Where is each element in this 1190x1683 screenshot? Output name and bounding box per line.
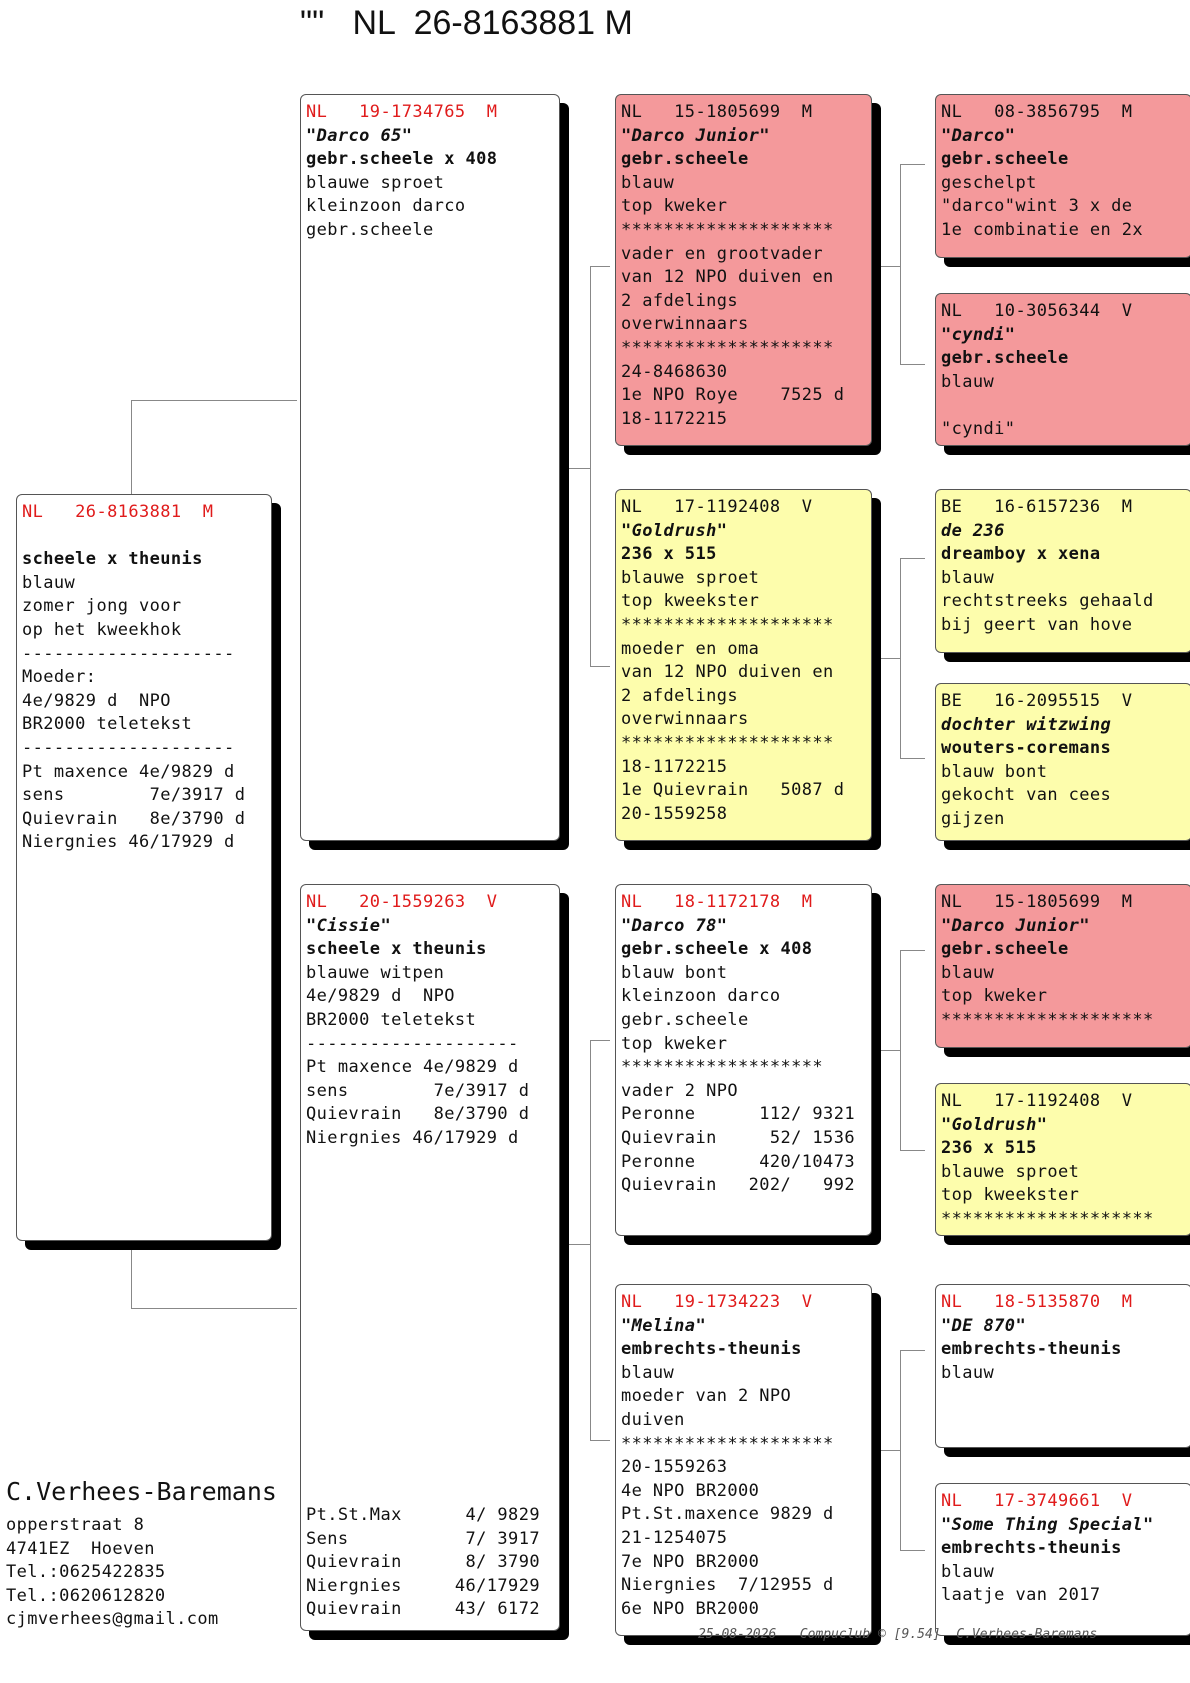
card-line: blauwe sproet: [941, 1161, 1080, 1182]
card-line: overwinnaars: [621, 709, 749, 730]
pigeon-card-mother-mother[interactable]: [615, 1284, 872, 1636]
card-line: Quievrain 202/ 992: [621, 1175, 855, 1196]
card-line: wouters-coremans: [941, 738, 1112, 759]
card-line: gebr.scheele: [941, 149, 1069, 170]
card-line: blauw: [22, 572, 76, 593]
card-line: 4e/9829 d NPO: [306, 986, 455, 1007]
card-line: gijzen: [941, 808, 1005, 829]
result-line: Quievrain 43/ 6172: [306, 1599, 540, 1620]
connector-ff: [900, 164, 926, 364]
card-line: blauw: [941, 567, 995, 588]
card-line: scheele x theunis: [306, 939, 487, 960]
card-line: Pt.St.maxence 9829 d: [621, 1504, 834, 1525]
ring-number: NL 17-3749661 V: [941, 1491, 1133, 1511]
card-line: "Darco 78": [621, 915, 728, 936]
card-line: 6e NPO BR2000: [621, 1598, 760, 1619]
card-line: gebr.scheele: [306, 219, 434, 240]
ring-number: NL 19-1734223 V: [621, 1292, 813, 1312]
connector-father: [590, 266, 611, 666]
card-line: "DE 870": [941, 1315, 1027, 1336]
page-title: "" NL 26-8163881 M: [300, 4, 633, 42]
card-line: Niergnies 46/17929 d: [306, 1127, 519, 1148]
card-line: gebr.scheele: [941, 348, 1069, 369]
card-line: ********************: [621, 732, 834, 753]
pigeon-card-fff[interactable]: [935, 94, 1190, 258]
card-line: --------------------: [22, 643, 235, 664]
card-line: 236 x 515: [621, 544, 717, 565]
card-line: ********************: [621, 614, 834, 635]
card-line: embrechts-theunis: [941, 1339, 1122, 1360]
card-line: BR2000 teletekst: [22, 714, 193, 735]
card-line: ********************: [621, 219, 834, 240]
ring-number: NL 15-1805699 M: [941, 892, 1133, 912]
pigeon-card-mother[interactable]: [300, 884, 560, 1631]
card-line: dochter witzwing: [941, 714, 1112, 735]
card-line: *******************: [621, 1057, 824, 1078]
pigeon-card-mother-father[interactable]: [615, 884, 872, 1236]
pigeon-card-father[interactable]: [300, 94, 560, 841]
ring-number: NL 26-8163881 M: [22, 502, 214, 522]
connector-mother-mid: [560, 1244, 590, 1245]
card-line: Niergnies 7/12955 d: [621, 1575, 834, 1596]
card-line: blauwe sproet: [621, 567, 760, 588]
connector-subject-bottom: [131, 1308, 297, 1309]
connector-ff-top: [900, 164, 925, 165]
card-line: sens 7e/3917 d: [22, 785, 246, 806]
owner-address: [6, 1514, 219, 1632]
card-line: 1e NPO Roye 7525 d: [621, 385, 845, 406]
card-line: "Goldrush": [621, 520, 728, 541]
card-line: "Darco": [941, 125, 1016, 146]
pigeon-card-ffm[interactable]: [935, 293, 1190, 446]
card-line: --------------------: [306, 1033, 519, 1054]
ring-number: NL 18-5135870 M: [941, 1292, 1133, 1312]
ring-number: NL 15-1805699 M: [621, 102, 813, 122]
phone-line: Tel.:0625422835: [6, 1562, 166, 1583]
connector-subject-top: [131, 400, 297, 401]
card-line: gebr.scheele x 408: [306, 149, 498, 170]
card-line: geschelpt: [941, 172, 1037, 193]
card-line: ********************: [941, 1009, 1154, 1030]
card-line: top kweker: [621, 196, 728, 217]
result-line: Quievrain 8/ 3790: [306, 1552, 540, 1573]
card-line: top kweker: [941, 986, 1048, 1007]
ring-number: BE 16-6157236 M: [941, 497, 1133, 517]
card-line: Pt maxence 4e/9829 d: [306, 1057, 519, 1078]
card-line: rechtstreeks gehaald: [941, 591, 1154, 612]
connector-mf-bottom: [900, 1150, 925, 1151]
card-line: "Darco Junior": [621, 125, 770, 146]
connector-mother-bottom: [590, 1440, 610, 1441]
connector-fm-top: [900, 558, 925, 559]
card-line: 4e NPO BR2000: [621, 1480, 760, 1501]
card-line: --------------------: [22, 737, 235, 758]
card-line: embrechts-theunis: [941, 1538, 1122, 1559]
card-line: 20-1559258: [621, 803, 728, 824]
card-line: "Some Thing Special": [941, 1514, 1154, 1535]
card-line: ********************: [621, 337, 834, 358]
card-line: de 236: [941, 520, 1005, 541]
card-line: 236 x 515: [941, 1138, 1037, 1159]
card-line: top kweekster: [621, 591, 760, 612]
card-line: Moeder:: [22, 667, 97, 688]
card-line: op het kweekhok: [22, 619, 182, 640]
connector-fm: [900, 558, 926, 758]
card-line: 7e NPO BR2000: [621, 1551, 760, 1572]
card-line: Peronne 420/10473: [621, 1151, 855, 1172]
card-line: ********************: [941, 1208, 1154, 1229]
card-line: Pt maxence 4e/9829 d: [22, 761, 235, 782]
ring-number: NL 19-1734765 M: [306, 102, 498, 122]
ring-number: NL 18-1172178 M: [621, 892, 813, 912]
card-line: sens 7e/3917 d: [306, 1080, 530, 1101]
connector-mf: [900, 950, 926, 1150]
connector-ff-mid: [872, 266, 900, 267]
card-line: scheele x theunis: [22, 549, 203, 570]
pigeon-card-mmm[interactable]: [935, 1483, 1190, 1636]
connector-fm-mid: [872, 658, 900, 659]
connector-ff-bottom: [900, 364, 925, 365]
card-line: 21-1254075: [621, 1527, 728, 1548]
card-line: "cyndi": [941, 418, 1016, 439]
card-line: [22, 525, 266, 549]
card-line: 1e Quievrain 5087 d: [621, 780, 845, 801]
card-line: blauw: [621, 172, 675, 193]
card-line: 4e/9829 d NPO: [22, 690, 171, 711]
footer-meta: 25-08-2026 Compuclub © [9.54] C.Verhees-Baremans: [698, 1627, 1098, 1642]
ring-number: NL 20-1559263 V: [306, 892, 498, 912]
card-line: Quievrain 8e/3790 d: [306, 1104, 530, 1125]
card-line: "Darco Junior": [941, 915, 1090, 936]
card-line: top kweekster: [941, 1185, 1080, 1206]
connector-mm-mid: [872, 1450, 900, 1451]
ring-number: NL 08-3856795 M: [941, 102, 1133, 122]
pigeon-card-fmf[interactable]: [935, 489, 1190, 653]
pigeon-card-mfm[interactable]: [935, 1083, 1190, 1236]
pigeon-card-father-father[interactable]: [615, 94, 872, 446]
card-line: blauwe witpen: [306, 962, 445, 983]
card-line: 18-1172215: [621, 408, 728, 429]
connector-mm: [900, 1350, 926, 1550]
card-line: ********************: [621, 1433, 834, 1454]
card-line: blauw: [941, 371, 995, 392]
card-line: blauw: [621, 1362, 675, 1383]
card-line: Niergnies 46/17929 d: [22, 832, 235, 853]
result-line: Niergnies 46/17929: [306, 1575, 540, 1596]
card-line: blauw bont: [941, 761, 1048, 782]
card-line: overwinnaars: [621, 314, 749, 335]
card-line: 2 afdelings: [621, 290, 738, 311]
card-line: kleinzoon darco: [621, 986, 781, 1007]
connector-father-mid: [560, 468, 590, 469]
card-line: moeder van 2 NPO: [621, 1386, 792, 1407]
card-line: 2 afdelings: [621, 685, 738, 706]
card-line: vader 2 NPO: [621, 1080, 738, 1101]
card-line: duiven: [621, 1409, 685, 1430]
card-line: "darco"wint 3 x de: [941, 196, 1133, 217]
card-line: 1e combinatie en 2x: [941, 219, 1144, 240]
ring-number: BE 16-2095515 V: [941, 691, 1133, 711]
card-line: gekocht van cees: [941, 785, 1112, 806]
connector-mf-top: [900, 950, 925, 951]
card-line: blauw: [941, 962, 995, 983]
connector-father-top: [590, 266, 610, 267]
connector-mm-bottom: [900, 1550, 925, 1551]
card-line: "Cissie": [306, 915, 392, 936]
card-line: [941, 394, 1186, 418]
card-line: Quievrain 8e/3790 d: [22, 808, 246, 829]
ring-number: NL 10-3056344 V: [941, 301, 1133, 321]
card-line: laatje van 2017: [941, 1585, 1101, 1606]
card-line: 20-1559263: [621, 1457, 728, 1478]
pigeon-card-mmf[interactable]: [935, 1284, 1190, 1448]
address-line: 4741EZ Hoeven: [6, 1538, 155, 1559]
card-line: blauw bont: [621, 962, 728, 983]
card-line: embrechts-theunis: [621, 1339, 802, 1360]
card-line: "Melina": [621, 1315, 707, 1336]
connector-mm-top: [900, 1350, 925, 1351]
connector-mf-mid: [872, 1050, 900, 1051]
pigeon-card-father-mother[interactable]: [615, 489, 872, 841]
connector-father-bottom: [590, 666, 610, 667]
card-line: "Goldrush": [941, 1114, 1048, 1135]
owner-name: C.Verhees-Baremans: [6, 1477, 277, 1506]
pigeon-card-mff[interactable]: [935, 884, 1190, 1048]
result-line: Pt.St.Max 4/ 9829: [306, 1505, 540, 1526]
card-line: bij geert van hove: [941, 614, 1133, 635]
address-line: opperstraat 8: [6, 1515, 145, 1535]
card-results: [306, 1504, 540, 1622]
card-line: moeder en oma: [621, 638, 760, 659]
card-line: zomer jong voor: [22, 596, 182, 617]
connector-fm-bottom: [900, 758, 925, 759]
card-line: kleinzoon darco: [306, 196, 466, 217]
card-line: van 12 NPO duiven en: [621, 267, 834, 288]
phone-line: Tel.:0620612820: [6, 1585, 166, 1606]
pigeon-card-subject[interactable]: [16, 494, 272, 1241]
card-line: 18-1172215: [621, 756, 728, 777]
card-line: dreamboy x xena: [941, 544, 1101, 565]
card-line: blauw: [941, 1561, 995, 1582]
ring-number: NL 17-1192408 V: [941, 1091, 1133, 1111]
card-line: Peronne 112/ 9321: [621, 1104, 855, 1125]
connector-mother: [590, 1040, 611, 1440]
result-line: Sens 7/ 3917: [306, 1528, 540, 1549]
card-line: top kweker: [621, 1033, 728, 1054]
card-line: blauwe sproet: [306, 172, 445, 193]
card-line: gebr.scheele: [621, 1009, 749, 1030]
card-line: BR2000 teletekst: [306, 1009, 477, 1030]
card-line: gebr.scheele x 408: [621, 939, 813, 960]
connector-mother-top: [590, 1040, 610, 1041]
ring-number: NL 17-1192408 V: [621, 497, 813, 517]
card-line: "cyndi": [941, 324, 1016, 345]
email-line[interactable]: cjmverhees@gmail.com: [6, 1609, 219, 1630]
card-line: blauw: [941, 1362, 995, 1383]
card-line: "Darco 65": [306, 125, 413, 146]
card-line: 24-8468630: [621, 361, 728, 382]
card-line: Quievrain 52/ 1536: [621, 1127, 855, 1148]
pigeon-card-fmm[interactable]: [935, 683, 1190, 841]
card-line: van 12 NPO duiven en: [621, 662, 834, 683]
card-line: gebr.scheele: [941, 939, 1069, 960]
card-line: gebr.scheele: [621, 149, 749, 170]
card-line: vader en grootvader: [621, 243, 824, 264]
